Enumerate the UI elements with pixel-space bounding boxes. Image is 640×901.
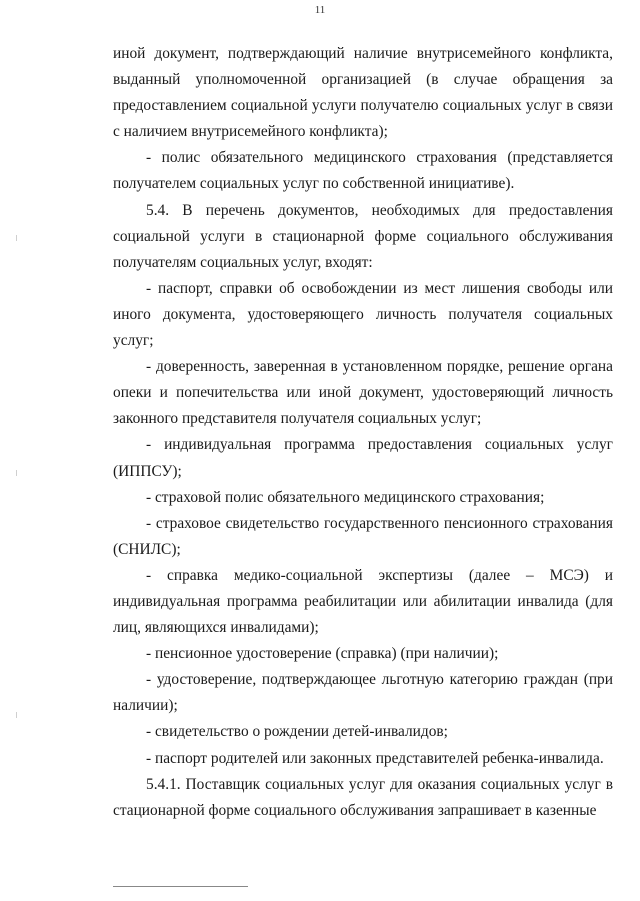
- list-item-strah-polis: - страховой полис обязательного медицинского страхования;: [146, 488, 545, 506]
- page-number: 11: [314, 4, 326, 16]
- list-item-passport: - паспорт, справки об освобождении из мест лишения свободы или иного документа, удостоверяющего личность получателя социальных услуг;: [113, 279, 613, 350]
- list-item-birth: - свидетельство о рождении детей-инвалидов;: [146, 723, 448, 741]
- document-body: [113, 41, 613, 824]
- footnote-rule: [113, 886, 248, 887]
- list-item-ippsu: - индивидуальная программа предоставления социальных услуг (ИППСУ);: [113, 436, 613, 480]
- scan-mark-bottom: [16, 712, 17, 718]
- paragraph-5-4: 5.4. В перечень документов, необходимых для предоставления социальной услуги в стационарной форме социального обслуживания получателям социальных услуг, входят:: [113, 201, 613, 271]
- paragraph-5-4-1: 5.4.1. Поставщик социальных услуг для оказания социальных услуг в стационарной форме социального обслуживания запрашивает в казенные: [113, 775, 613, 819]
- scan-mark-top: [16, 235, 17, 241]
- list-item-mse: - справка медико-социальной экспертизы (далее – МСЭ) и индивидуальная программа реабилитации или абилитации инвалида (для лиц, являющихся инвалидами);: [113, 566, 613, 637]
- list-item-pension: - пенсионное удостоверение (справка) (при наличии);: [146, 645, 499, 663]
- scan-mark-middle: [16, 470, 17, 476]
- list-item-doverennost: - доверенность, заверенная в установленном порядке, решение органа опеки и попечительства или иной документ, удостоверяющий личность законного представителя получателя социальных услуг;: [113, 358, 613, 428]
- list-item-parents-passport: - паспорт родителей или законных представителей ребенка-инвалида.: [146, 749, 604, 767]
- paragraph-continuation: иной документ, подтверждающий наличие внутрисемейного конфликта, выданный уполномоченной организацией (в случае обращения за предоставлением социальной услуги получателю социальных услуг в связи с наличием внутрисемейного конфликта);: [113, 45, 613, 141]
- paragraph-polis-oms: - полис обязательного медицинского страхования (представляется получателем социальных услуг по собственной инициативе).: [113, 149, 613, 193]
- list-item-lgota: - удостоверение, подтверждающее льготную категорию граждан (при наличии);: [113, 671, 613, 715]
- list-item-snils: - страховое свидетельство государственного пенсионного страхования (СНИЛС);: [113, 514, 613, 558]
